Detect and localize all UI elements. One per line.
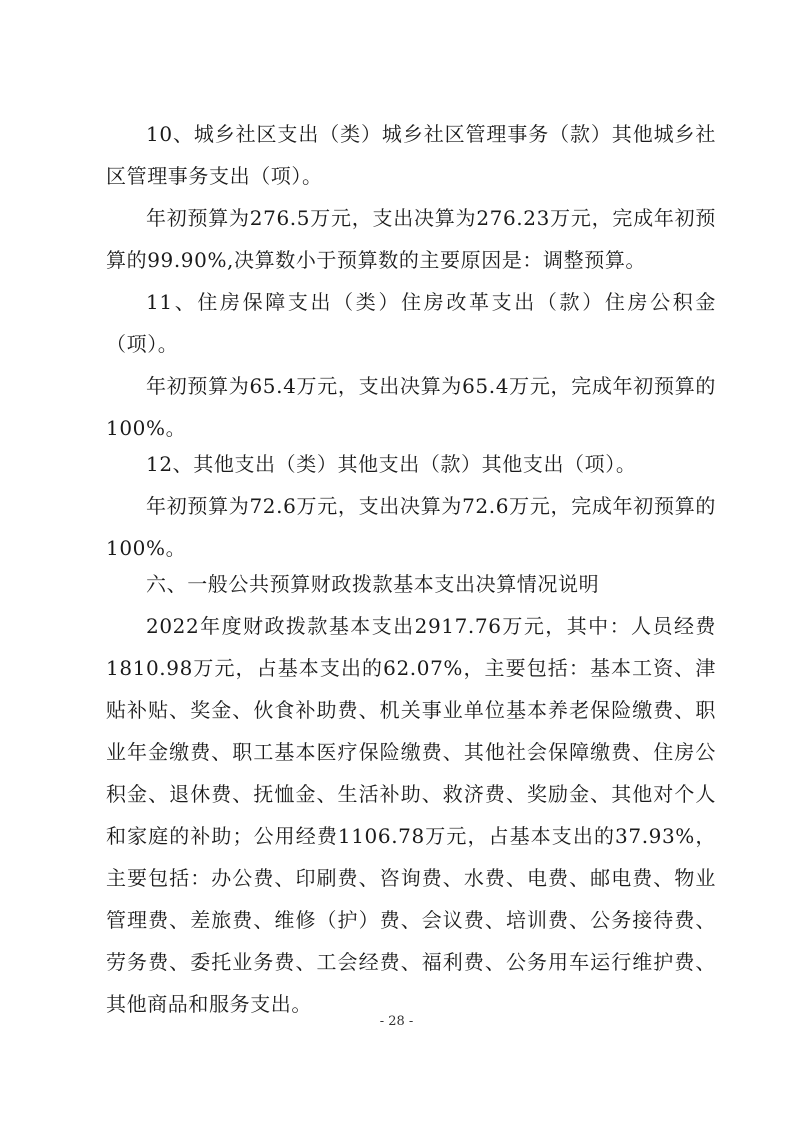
item-10-heading: 10、城乡社区支出（类）城乡社区管理事务（款）其他城乡社区管理事务支出（项）。 — [106, 122, 716, 188]
item-12-heading: 12、其他支出（类）其他支出（款）其他支出（项）。 — [146, 452, 637, 476]
section-6-heading: 六、一般公共预算财政拨款基本支出决算情况说明 — [146, 572, 600, 596]
item-11-description: 年初预算为65.4万元，支出决算为65.4万元，完成年初预算的100%。 — [106, 374, 716, 440]
item-11-heading: 11、住房保障支出（类）住房改革支出（款）住房公积金（项）。 — [106, 290, 716, 356]
section-6-body: 2022年度财政拨款基本支出2917.76万元，其中：人员经费1810.98万元，占基本支出的62.07%，主要包括：基本工资、津贴补贴、奖金、伙食补助费、机关事业单位基本养老保险缴费、职业年金缴费、职工基本医疗保险缴费、其他社会保障缴费、住房公积金、退休费、抚恤金、生活补助、救济费、奖励金、其他对个人和家庭的补助；公用经费1106.78万元，占基本支出的37.93%，主要包括：办公费、印刷费、咨询费、水费、电费、邮电费、物业管理费、差旅费、维修（护）费、会议费、培训费、公务接待费、劳务费、委托业务费、工会经费、福利费、公务用车运行维护费、其他商品和服务支出。 — [106, 614, 716, 1016]
item-12-description: 年初预算为72.6万元，支出决算为72.6万元，完成年初预算的100%。 — [106, 494, 716, 560]
page-number: - 28 - — [379, 1014, 414, 1029]
item-10-description: 年初预算为276.5万元，支出决算为276.23万元，完成年初预算的99.90%,决算数小于预算数的主要原因是：调整预算。 — [106, 206, 716, 272]
